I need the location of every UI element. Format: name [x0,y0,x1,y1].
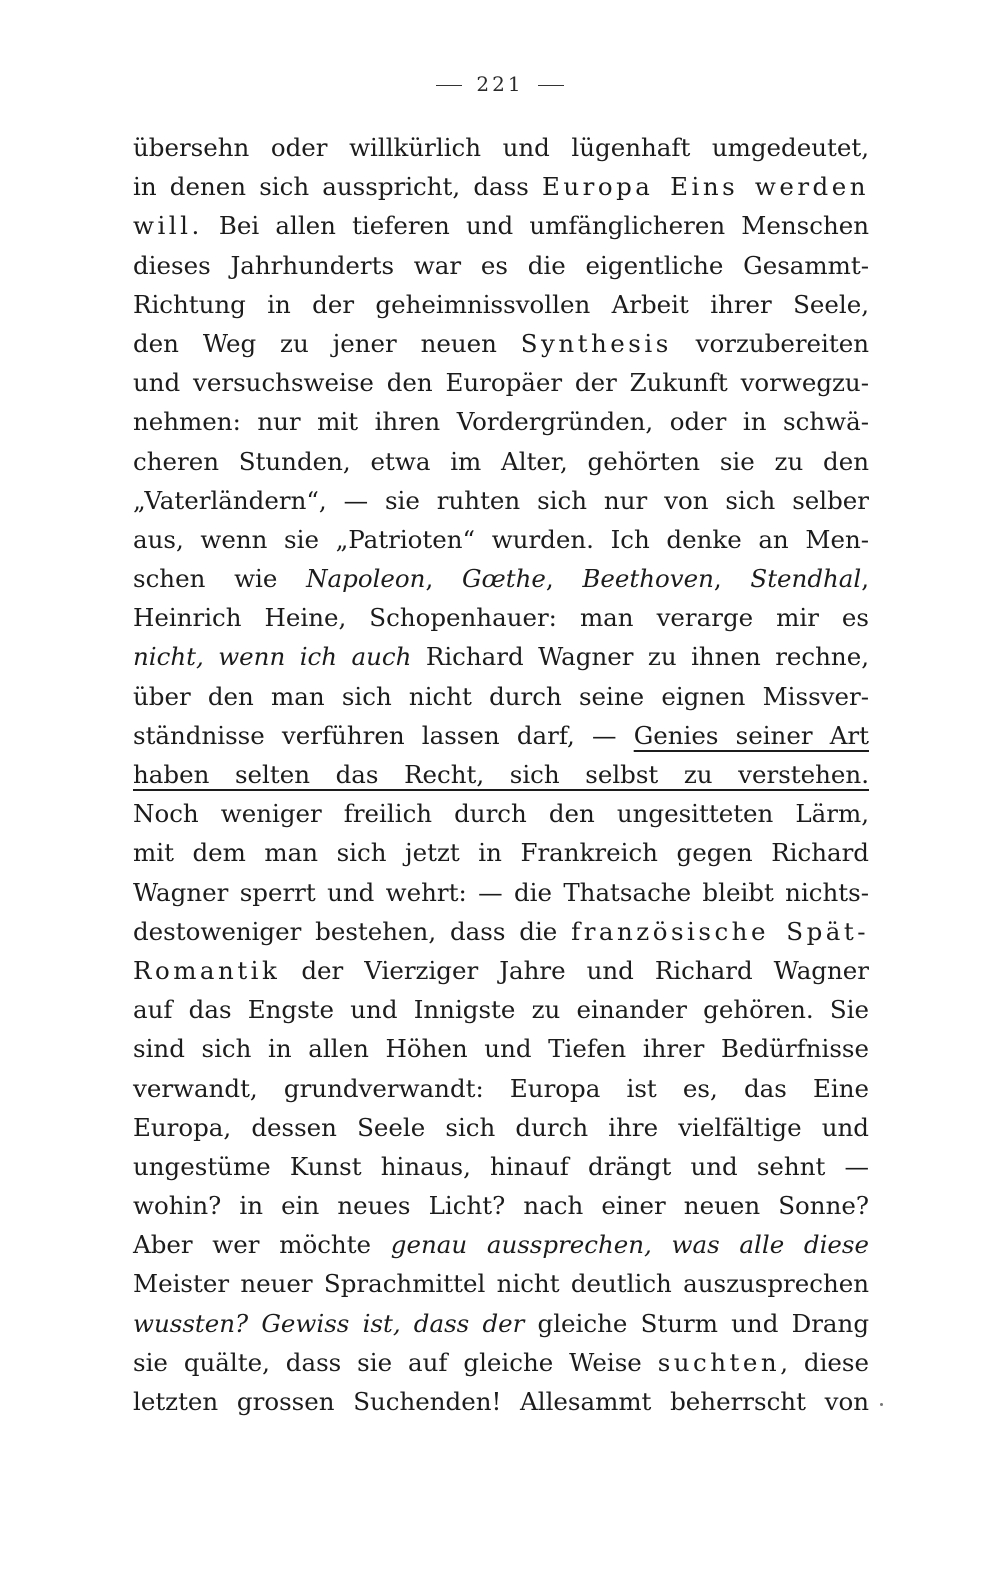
text-segment: Richard Wagner zu ihnen rechne, [411,642,869,672]
text-segment: sie quälte, dass sie auf gleiche Weise [133,1347,658,1377]
text-segment: „Vaterländern“, — sie ruhten sich nur von sich selber [133,485,869,515]
text-line [133,1343,869,1382]
text-segment: Europa Eins werden [542,172,869,202]
text-line [133,677,869,716]
text-line [133,402,869,441]
text-line [133,1186,869,1225]
text-segment: sind sich in allen Höhen und Tiefen ihrer Bedürfnisse [133,1034,869,1064]
text-segment: will. [133,211,203,241]
text-segment: Wagner sperrt und wehrt: — die Thatsache bleibt nichts- [133,877,869,907]
text-segment: der Vierziger Jahre und Richard Wagner [280,955,869,985]
text-segment: , [545,564,583,594]
page-number [0,72,1000,96]
text-segment: cheren Stunden, etwa im Alter, gehörten sie zu den [133,446,869,476]
text-line [133,1069,869,1108]
text-line [133,1147,869,1186]
text-line [133,716,869,755]
text-line [133,481,869,520]
text-line [133,990,869,1029]
stray-ink-mark [880,1403,883,1406]
text-line [133,1264,869,1303]
text-segment: wussten? Gewiss ist, dass der [133,1308,525,1338]
text-segment: Gœthe [461,564,546,594]
text-line [133,873,869,912]
text-line [133,1225,869,1264]
text-line [133,246,869,285]
text-line [133,755,869,794]
text-segment: Europa, dessen Seele sich durch ihre vielfältige und [133,1112,869,1142]
text-segment: Romantik [133,955,281,985]
text-line [133,285,869,324]
text-segment: letzten grossen Suchenden! Allesammt beherrscht von [133,1387,869,1416]
text-segment: wohin? in ein neues Licht? nach einer neuen Sonne? [133,1191,869,1221]
text-segment: Richtung in der geheimnissvollen Arbeit ihrer Seele, [133,289,869,319]
text-segment: , [713,564,751,594]
text-line [133,206,869,245]
text-segment: auf das Engste und Innigste zu einander gehören. Sie [133,995,869,1025]
text-segment: ständnisse verführen lassen darf, — [133,720,634,750]
text-segment: destoweniger bestehen, dass die [133,916,572,946]
text-line [133,1304,869,1343]
text-segment: in denen sich ausspricht, dass [133,172,542,202]
text-segment: genau aussprechen, was alle diese [390,1230,869,1260]
text-segment: mit dem man sich jetzt in Frankreich gegen Richard [133,838,869,868]
text-line [133,167,869,206]
text-segment: nicht, wenn ich auch [133,642,412,672]
text-segment: Meister neuer Sprachmittel nicht deutlich auszusprechen [133,1269,869,1299]
text-segment: übersehn oder willkürlich und lügenhaft umgedeutet, [133,133,869,162]
text-line [133,1029,869,1068]
text-segment: französische Spät- [571,916,869,946]
text-segment: Stendhal [750,564,862,594]
text-segment: Beethoven [582,564,714,594]
text-segment: suchten [657,1347,781,1377]
text-segment: aus, wenn sie „Patrioten“ wurden. Ich denke an Men- [133,524,869,554]
text-segment: den Weg zu jener neuen [133,328,521,358]
text-segment: ungestüme Kunst hinaus, hinauf drängt und sehnt — [133,1151,869,1181]
body-text [133,128,869,1421]
text-line [133,833,869,872]
text-line [133,520,869,559]
text-segment: , diese [780,1347,869,1377]
text-segment: über den man sich nicht durch seine eignen Missver- [133,681,869,711]
page-number-text: 221 [476,72,524,96]
text-segment: Napoleon [306,564,426,594]
text-line [133,559,869,598]
text-segment: haben selten das Recht, sich selbst zu verstehen. [133,760,869,789]
text-segment: gleiche Sturm und Drang [524,1308,869,1338]
text-line [133,637,869,676]
text-line [133,951,869,990]
text-segment: , [425,564,462,594]
text-segment: , [861,564,870,594]
text-line [133,1108,869,1147]
text-segment: Noch weniger freilich durch den ungesitteten Lärm, [133,799,869,829]
text-segment: Genies seiner Art [633,720,869,750]
page-number-dash-right [538,85,564,86]
text-segment: vorzubereiten [671,328,869,358]
text-segment: Bei allen tieferen und umfänglicheren Menschen [202,211,869,241]
text-line [133,442,869,481]
text-line [133,598,869,637]
text-line [133,912,869,951]
page-number-dash-left [436,85,462,86]
text-segment: verwandt, grundverwandt: Europa ist es, das Eine [133,1073,869,1103]
text-segment: und versuchsweise den Europäer der Zukunft vorwegzu- [133,368,869,398]
text-line [133,1382,869,1421]
text-segment: dieses Jahrhunderts war es die eigentliche Gesammt- [133,250,869,280]
text-segment: schen wie [133,564,307,594]
text-segment: Aber wer möchte [133,1230,391,1260]
text-line [133,324,869,363]
text-line [133,128,869,167]
text-segment: Synthesis [520,328,672,358]
text-line [133,794,869,833]
text-line [133,363,869,402]
text-segment: Heinrich Heine, Schopenhauer: man verarge mir es [133,603,869,633]
text-segment: nehmen: nur mit ihren Vordergründen, oder in schwä- [133,407,869,437]
